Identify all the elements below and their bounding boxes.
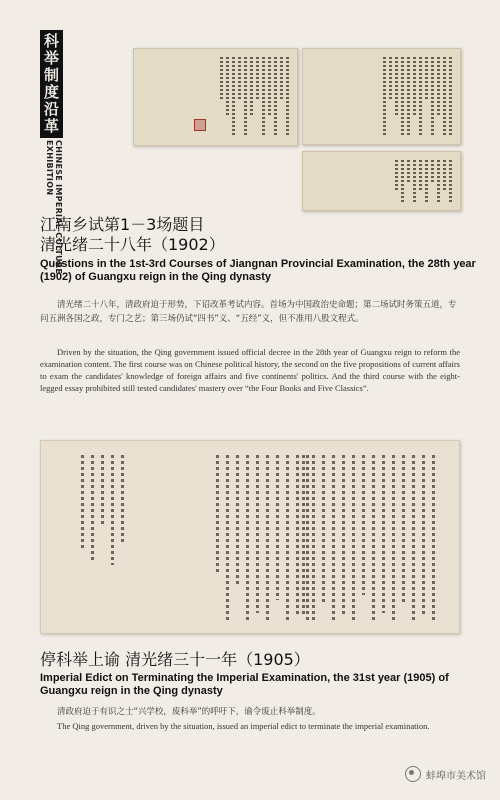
exam-paper-photo-3 bbox=[302, 151, 461, 211]
exhibit2-desc-cn: 清政府迫于有识之士“兴学校，废科举”的呼吁下，谕令废止科举制度。 bbox=[57, 707, 321, 717]
exam-paper-photo-1 bbox=[133, 48, 298, 146]
imperial-edict-scroll-image bbox=[40, 440, 460, 634]
exhibit1-desc-en: Driven by the situation, the Qing government issued official decree in the 28th year of Guangxu reign to reform the examination content. The first course was on Chinese political history, the second on the five propositions of current affairs to exam the candidates' knowledge of foreign affairs and five continents' politics. And the third course with the eight-legged essay prohibited still tested candidates' mastery over “the Four Books and Five Classics”. bbox=[40, 347, 460, 393]
exhibit1-title-cn-line2: 清光绪二十八年（1902） bbox=[40, 235, 225, 254]
exhibit1-title-en: Questions in the 1st-3rd Courses of Jiangnan Provincial Examination, the 28th year (1902) of Guangxu reign in the Qing dynasty bbox=[40, 258, 476, 283]
exhibit2-title-en: Imperial Edict on Terminating the Imperial Examination, the 31st year (1905) of Guangxu reign in the Qing dynasty bbox=[40, 672, 449, 697]
exhibit1-desc-cn: 清光绪二十八年，清政府迫于形势，下诏改革考试内容。首场为中国政治史命题；第二场试时务策五道，专问五洲各国之政，专门之艺；第三场仍试“四书”义、“五经”义，但不准用八股文程式。 bbox=[40, 300, 457, 324]
wechat-icon bbox=[405, 766, 421, 782]
section-title-en-line2: EXHIBITION bbox=[45, 140, 54, 196]
section-title-en-line1: CHINESE IMPERIAL CULTURE bbox=[54, 140, 63, 275]
watermark bbox=[405, 766, 486, 782]
watermark-text: 蚌埠市美术馆 bbox=[426, 770, 486, 782]
exhibit2-desc-en: The Qing government, driven by the situation, issued an imperial edict to terminate the imperial examination. bbox=[57, 721, 430, 731]
section-title-cn: 科举制度沿革 bbox=[40, 30, 63, 138]
exhibit2-title-cn: 停科举上谕 清光绪三十一年（1905） bbox=[40, 650, 310, 669]
exam-paper-photo-2 bbox=[302, 48, 461, 145]
exhibit1-title-cn-line1: 江南乡试第1－3场题目 bbox=[40, 215, 205, 234]
